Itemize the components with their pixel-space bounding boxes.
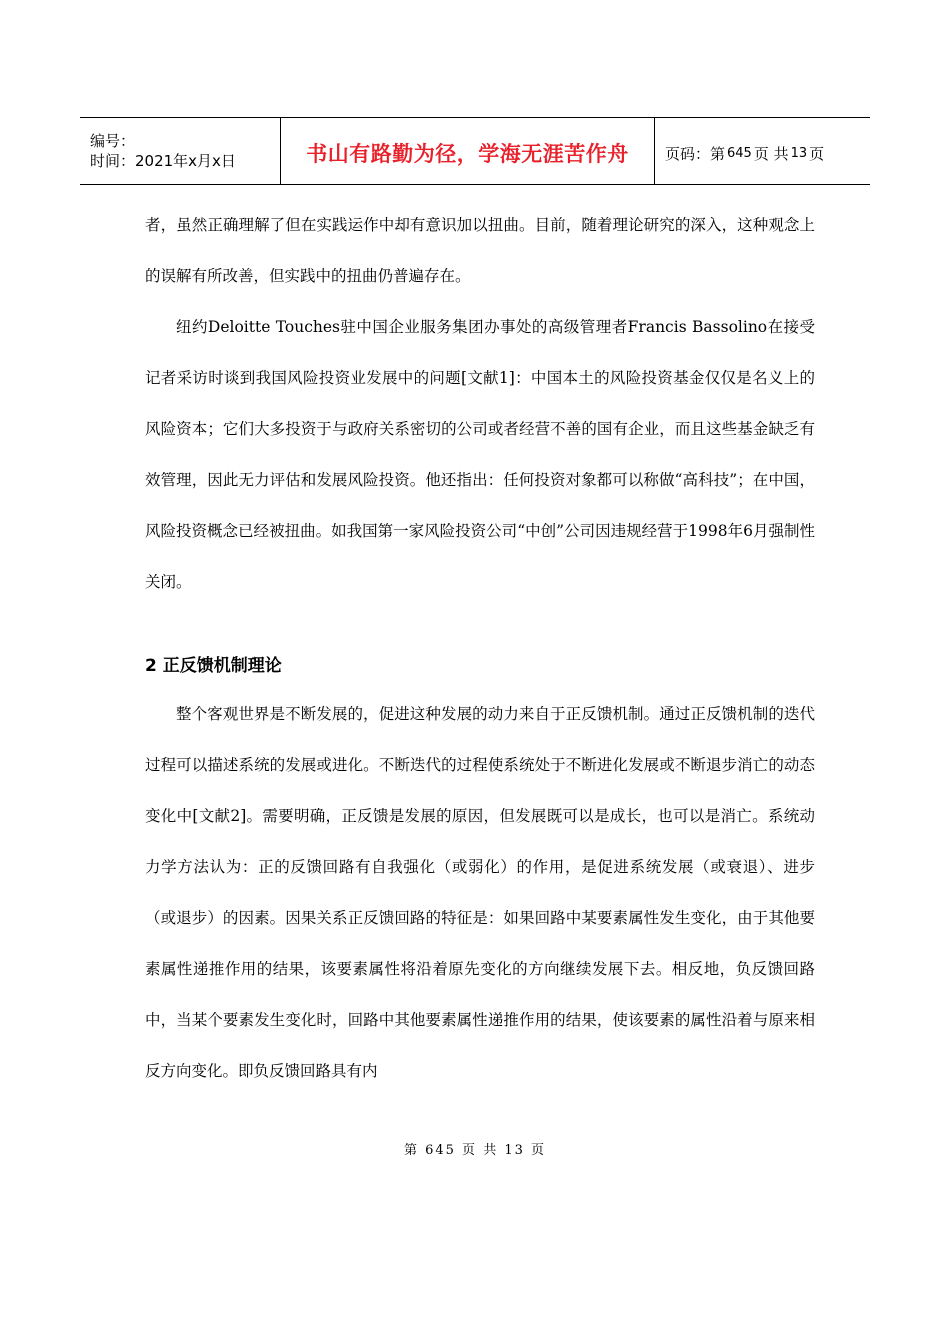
page-total: 13 — [790, 145, 808, 161]
header-motto-cell — [281, 118, 655, 184]
header-motto: 书山有路勤为径，学海无涯苦作舟 — [306, 142, 629, 166]
page-suffix: 页 — [809, 144, 825, 163]
section-heading: 2 正反馈机制理论 — [145, 656, 282, 676]
paragraph-feedback: 整个客观世界是不断发展的，促进这种发展的动力来自于正反馈机制。通过正反馈机制的迭代过程可以描述系统的发展或进化。不断迭代的过程使系统处于不断进化发展或不断退步消亡的动态变化中[文献2]。需要明确，正反馈是发展的原因，但发展既可以是成长，也可以是消亡。系统动力学方法认为：正的反馈回路有自我强化（或弱化）的作用，是促进系统发展（或衰退）、进步（或退步）的因素。因果关系正反馈回路的特征是：如果回路中某要素属性发生变化，由于其他要素属性递推作用的结果，该要素属性将沿着原先变化的方向继续发展下去。相反地，负反馈回路中，当某个要素发生变化时，回路中其他要素属性递推作用的结果，使该要素的属性沿着与原来相反方向变化。即负反馈回路具有内 — [145, 705, 815, 1080]
page-mid: 页 共 — [753, 144, 789, 163]
body-block-1 — [145, 200, 815, 608]
document-date: 时间：2021年x月x日 — [90, 152, 236, 170]
page-prefix: 页码：第 — [665, 144, 726, 163]
document-number-label: 编号： — [90, 132, 136, 150]
paragraph-bassolino: 纽约Deloitte Touches驻中国企业服务集团办事处的高级管理者Francis Bassolino在接受记者采访时谈到我国风险投资业发展中的问题[文献1]：中国本土的风险投资基金仅仅是名义上的风险资本；它们大多投资于与政府关系密切的公司或者经营不善的国有企业，而且这些基金缺乏有效管理，因此无力评估和发展风险投资。他还指出：任何投资对象都可以称做“高科技”；在中国，风险投资概念已经被扭曲。如我国第一家风险投资公司“中创”公司因违规经营于1998年6月强制性关闭。 — [145, 318, 815, 591]
body-block-2 — [145, 689, 815, 1097]
paragraph-continuation: 者，虽然正确理解了但在实践运作中却有意识加以扭曲。目前，随着理论研究的深入，这种观念上的误解有所改善，但实践中的扭曲仍普遍存在。 — [145, 216, 815, 285]
page-current: 645 — [727, 145, 752, 161]
header-page-cell — [655, 118, 870, 184]
header-meta-cell — [80, 118, 281, 184]
document-header — [80, 117, 870, 185]
page-footer: 第 645 页 共 13 页 — [403, 1143, 547, 1158]
